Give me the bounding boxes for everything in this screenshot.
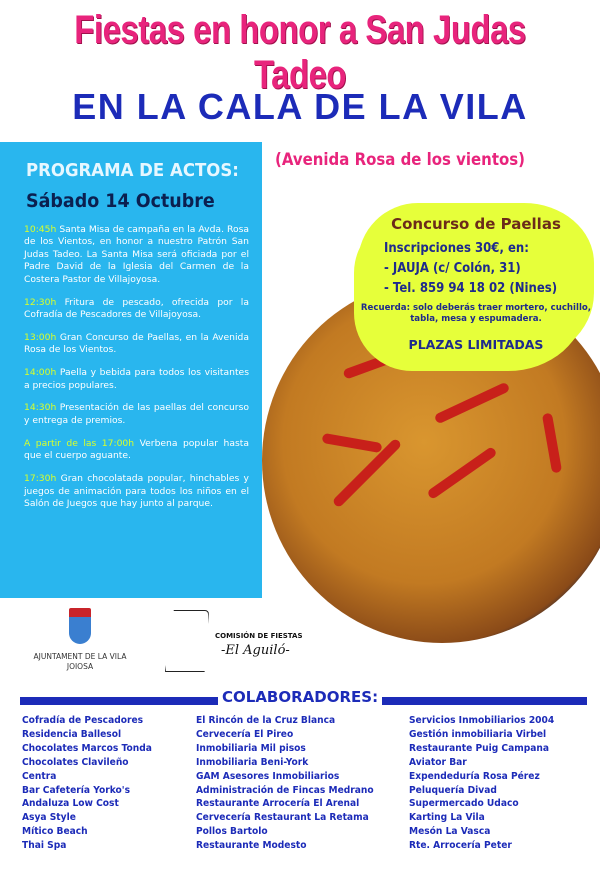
sponsor-item: Cofradía de Pescadores: [22, 715, 144, 726]
event-text: Paella y bebida para todos los visitantes a precios populares.: [24, 367, 249, 391]
subtitle: (Avenida Rosa de los vientos): [275, 150, 526, 170]
event-text: Santa Misa de campaña en la Avda. Rosa de los Vientos, en honor a nuestro Patrón San Judas Tadeo. La Santa Misa será oficiada por el Padre David de la Iglesia del Carmen de la Costera Pastor de Villajoyosa.: [24, 224, 249, 285]
sponsor-item: Andaluza Low Cost: [22, 798, 119, 810]
title-line-1: Fiestas en honor a San Judas Tadeo: [74, 8, 526, 97]
contest-bubble: [358, 203, 594, 363]
event-item: [24, 297, 249, 322]
colaboradores-title: COLABORADORES:: [218, 688, 382, 706]
event-time: 10:45h: [24, 224, 57, 235]
sponsor-column-1: [22, 714, 152, 853]
sponsor-item: Bar Cafetería Yorko's: [22, 784, 131, 796]
contest-title: Concurso de Paellas: [391, 215, 561, 233]
sponsor-item: Restaurante Puig Campana: [409, 742, 550, 754]
sponsor-column-2: [196, 714, 374, 853]
contest-fee: Inscripciones 30€, en:: [384, 241, 529, 256]
sponsor-item: Mítico Beach: [22, 826, 88, 838]
comision-label: COMISIÓN DE FIESTAS: [215, 632, 303, 640]
event-item: [24, 332, 249, 357]
event-list: [24, 224, 249, 521]
title-line-2: EN LA CALA DE LA VILA: [72, 86, 528, 127]
sponsor-item: Supermercado Udaco: [409, 798, 519, 810]
contest-limited: PLAZAS LIMITADAS: [408, 337, 544, 352]
sponsor-item: El Rincón de la Cruz Blanca: [196, 715, 336, 726]
event-text: Fritura de pescado, ofrecida por la Cofradía de Pescadores de Villajoyosa.: [24, 296, 249, 320]
event-text: Presentación de las paellas del concurso y entrega de premios.: [24, 402, 249, 426]
sponsor-item: Expendeduría Rosa Pérez: [409, 770, 540, 782]
contest-note: Recuerda: solo deberás traer mortero, cuchillo, tabla, mesa y espumadera.: [360, 303, 592, 324]
program-heading: PROGRAMA DE ACTOS:: [26, 160, 239, 181]
sponsor-item: Administración de Fincas Medrano: [196, 784, 374, 796]
event-item: [24, 367, 249, 392]
sponsor-item: Cervecería El Pireo: [196, 728, 294, 740]
tower-icon: [165, 610, 209, 672]
comision-logo: [165, 610, 325, 672]
sponsor-item: Aviator Bar: [409, 756, 467, 768]
contest-place: - JAUJA (c/ Colón, 31): [384, 261, 521, 276]
contest-phone: - Tel. 859 94 18 02 (Nines): [384, 281, 558, 296]
program-date: Sábado 14 Octubre: [26, 190, 215, 212]
event-time: 13:00h: [24, 331, 57, 343]
sponsor-item: Inmobiliaria Mil pisos: [196, 742, 306, 754]
sponsor-item: Restaurante Arrocería El Arenal: [196, 798, 360, 810]
event-item: [24, 402, 249, 427]
sponsor-item: Chocolates Marcos Tonda: [22, 742, 152, 754]
event-item: [24, 224, 249, 286]
event-time: 12:30h: [24, 296, 57, 308]
event-item: [24, 473, 249, 510]
sponsor-item: Peluquería Divad: [409, 784, 497, 796]
coat-of-arms-icon: [69, 608, 91, 644]
ajuntament-label: AJUNTAMENT DE LA VILA JOIOSA: [33, 652, 127, 671]
event-text: Verbena popular hasta que el cuerpo aguante.: [24, 437, 249, 462]
sponsor-item: Inmobiliaria Beni-York: [196, 756, 309, 768]
sponsor-item: Karting La Vila: [409, 812, 485, 824]
sponsor-item: Centra: [22, 770, 57, 782]
sponsor-item: Residencia Ballesol: [22, 728, 122, 740]
sponsor-item: Rte. Arrocería Peter: [409, 840, 512, 852]
event-time: 14:30h: [24, 402, 57, 414]
sponsor-item: Chocolates Clavileño: [22, 756, 129, 768]
event-item: [24, 438, 249, 463]
sponsor-item: Pollos Bartolo: [196, 826, 268, 838]
event-time: A partir de las 17:00h: [24, 437, 135, 449]
event-time: 17:30h: [24, 473, 57, 485]
sponsor-item: Thai Spa: [22, 840, 67, 852]
event-text: Gran Concurso de Paellas, en la Avenida Rosa de los Vientos.: [24, 331, 249, 356]
ajuntament-logo: [30, 608, 130, 672]
sponsor-item: Mesón La Vasca: [409, 826, 491, 838]
sponsor-item: GAM Asesores Inmobiliarios: [196, 770, 340, 782]
sponsor-item: Gestión inmobiliaria Virbel: [409, 728, 547, 740]
sponsor-item: Asya Style: [22, 812, 76, 824]
sponsor-column-3: [409, 714, 554, 853]
sponsor-item: Restaurante Modesto: [196, 840, 307, 852]
comision-name: -El Aguiló-: [221, 643, 290, 658]
sponsor-item: Cervecería Restaurant La Retama: [196, 812, 369, 824]
event-text: Gran chocolatada popular, hinchables y juegos de animación para todos los niños en el Salón de Juegos que hay junto al parque.: [24, 473, 249, 509]
sponsor-item: Servicios Inmobiliarios 2004: [409, 715, 555, 726]
event-time: 14:00h: [24, 367, 57, 379]
